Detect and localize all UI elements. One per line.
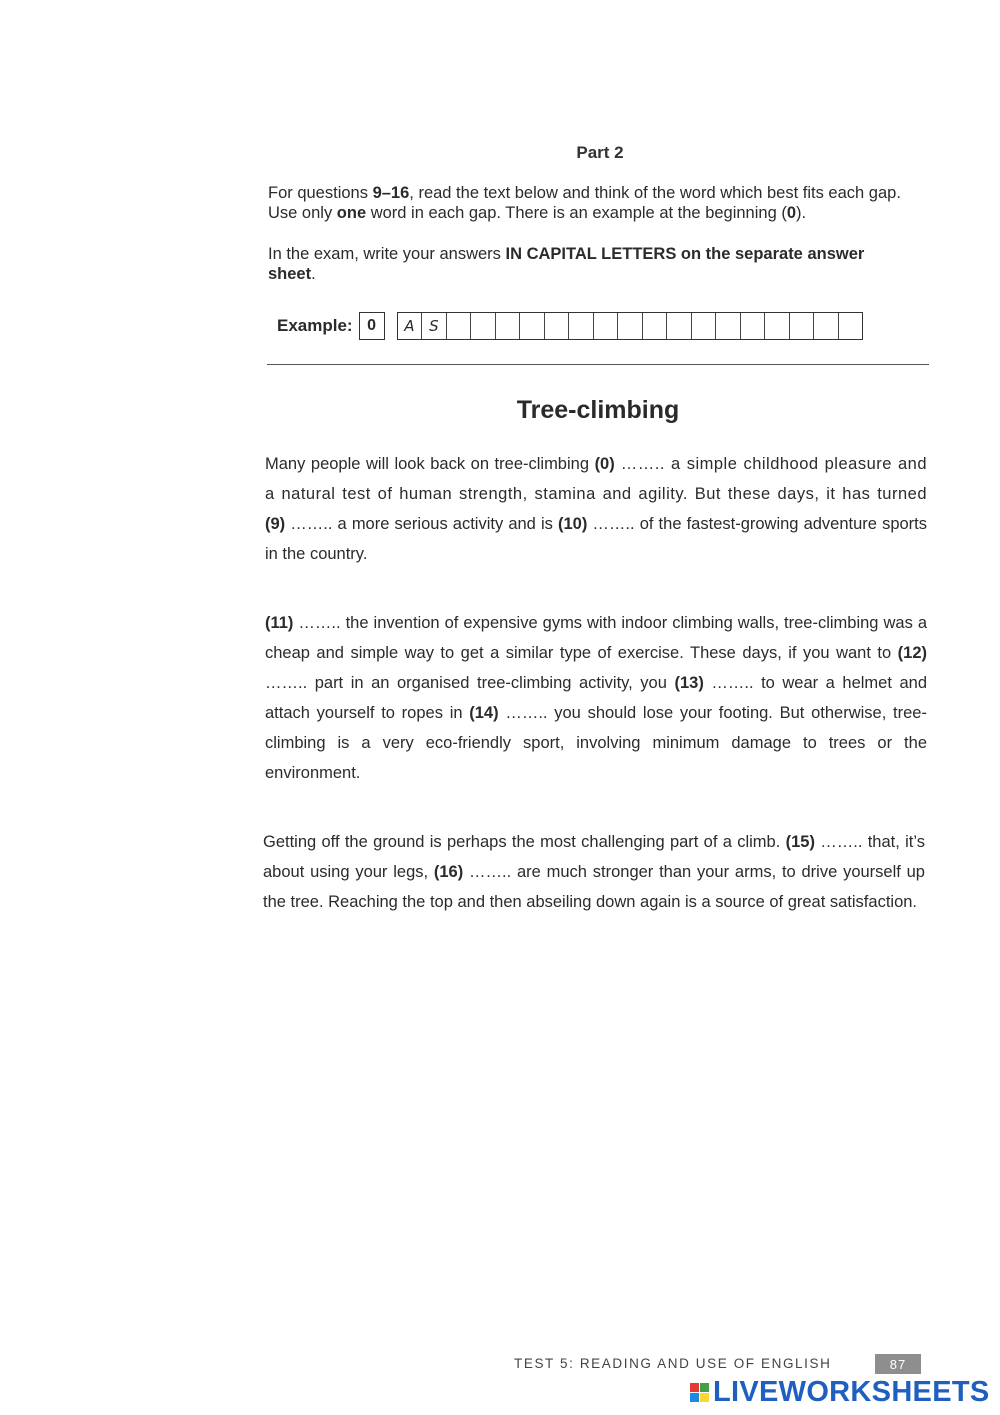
passage-text: …….. a more serious activity and is: [285, 515, 558, 533]
answer-box: [765, 313, 790, 339]
answer-box: [545, 313, 570, 339]
passage-text: …….. part in an organised tree-climbing activity, you: [265, 674, 675, 692]
capital-letters-note: IN CAPITAL LETTERS on the separate answer sheet: [268, 245, 865, 283]
answer-box: [692, 313, 717, 339]
gap-marker-10: (10): [557, 515, 588, 533]
example-row: [277, 311, 863, 341]
passage-text: …….. the invention of expensive gyms with indoor climbing walls, tree-climbing was a cheap and simple way to get a similar type of exercise. These days, if you want to: [265, 614, 927, 662]
answer-box: [716, 313, 741, 339]
gap-marker-11: (11): [265, 614, 294, 632]
emphasis-one: one: [336, 204, 367, 222]
passage-paragraph-2: [265, 608, 927, 788]
exam-instructions: [268, 244, 908, 284]
answer-box: [520, 313, 545, 339]
gap-marker-12: (12): [897, 644, 927, 662]
passage-text: …….. a simple childhood pleasure and a natural test of human strength, stamina and agility. But these days, it has turned: [265, 455, 927, 503]
passage-text: Many people will look back on tree-climbing: [265, 455, 595, 473]
answer-box: [569, 313, 594, 339]
instr-text: .: [311, 265, 316, 283]
passage-text: Getting off the ground is perhaps the most challenging part of a climb.: [263, 833, 786, 851]
answer-box: S: [422, 313, 447, 339]
answer-box: [667, 313, 692, 339]
part-title: Part 2: [576, 143, 624, 162]
passage-text: …….. of the fastest-growing adventure sports in the country.: [265, 515, 927, 563]
answer-box: [741, 313, 766, 339]
liveworksheets-logo-icon: [690, 1383, 709, 1402]
answer-box: [471, 313, 496, 339]
page-number: 87: [875, 1354, 921, 1374]
answer-box: [814, 313, 839, 339]
answer-box: [618, 313, 643, 339]
passage-text: …….. are much stronger than your arms, to drive yourself up the tree. Reaching the top and then abseiling down again is a source of great satisfaction.: [263, 863, 925, 911]
gap-marker-13: (13): [674, 674, 704, 692]
divider: [267, 364, 929, 365]
answer-box: [839, 313, 863, 339]
passage-paragraph-1: [265, 449, 927, 569]
instr-text: For questions: [268, 184, 373, 202]
question-range: 9–16: [372, 184, 410, 202]
gap-marker-16: (16): [433, 863, 464, 881]
instructions-paragraph: [268, 183, 908, 223]
instr-text: word in each gap. There is an example at the beginning (: [366, 204, 787, 222]
answer-box: A: [398, 313, 423, 339]
answer-box: [496, 313, 521, 339]
passage-text: …….. to wear a helmet and attach yourself to ropes in: [265, 674, 927, 722]
gap-marker-0: (0): [594, 455, 615, 473]
gap-marker-14: (14): [469, 704, 499, 722]
instr-text: ).: [796, 204, 807, 222]
example-label: Example:: [277, 316, 353, 335]
gap-marker-9: (9): [265, 515, 286, 533]
passage-text: …….. you should lose your footing. But otherwise, tree-climbing is a very eco-friendly sport, involving minimum damage to trees or the environment.: [265, 704, 927, 782]
answer-box: [790, 313, 815, 339]
passage-title: Tree-climbing: [516, 396, 680, 424]
answer-boxes: [397, 312, 864, 340]
footer-test-label: TEST 5: READING AND USE OF ENGLISH: [514, 1356, 832, 1371]
passage-paragraph-3: [263, 827, 925, 917]
answer-box: [594, 313, 619, 339]
answer-box: [643, 313, 668, 339]
brand-name: LIVEWORKSHEETS: [713, 1376, 990, 1408]
instr-text: In the exam, write your answers: [268, 245, 506, 263]
example-zero: 0: [786, 204, 797, 222]
answer-box: [447, 313, 472, 339]
liveworksheets-brand[interactable]: [690, 1376, 990, 1409]
instr-text: , read the text below and think of the word which best fits each gap. Use only: [268, 184, 901, 222]
example-number-box: 0: [359, 312, 385, 340]
gap-marker-15: (15): [785, 833, 815, 851]
passage-text: …….. that, it’s about using your legs,: [263, 833, 925, 881]
